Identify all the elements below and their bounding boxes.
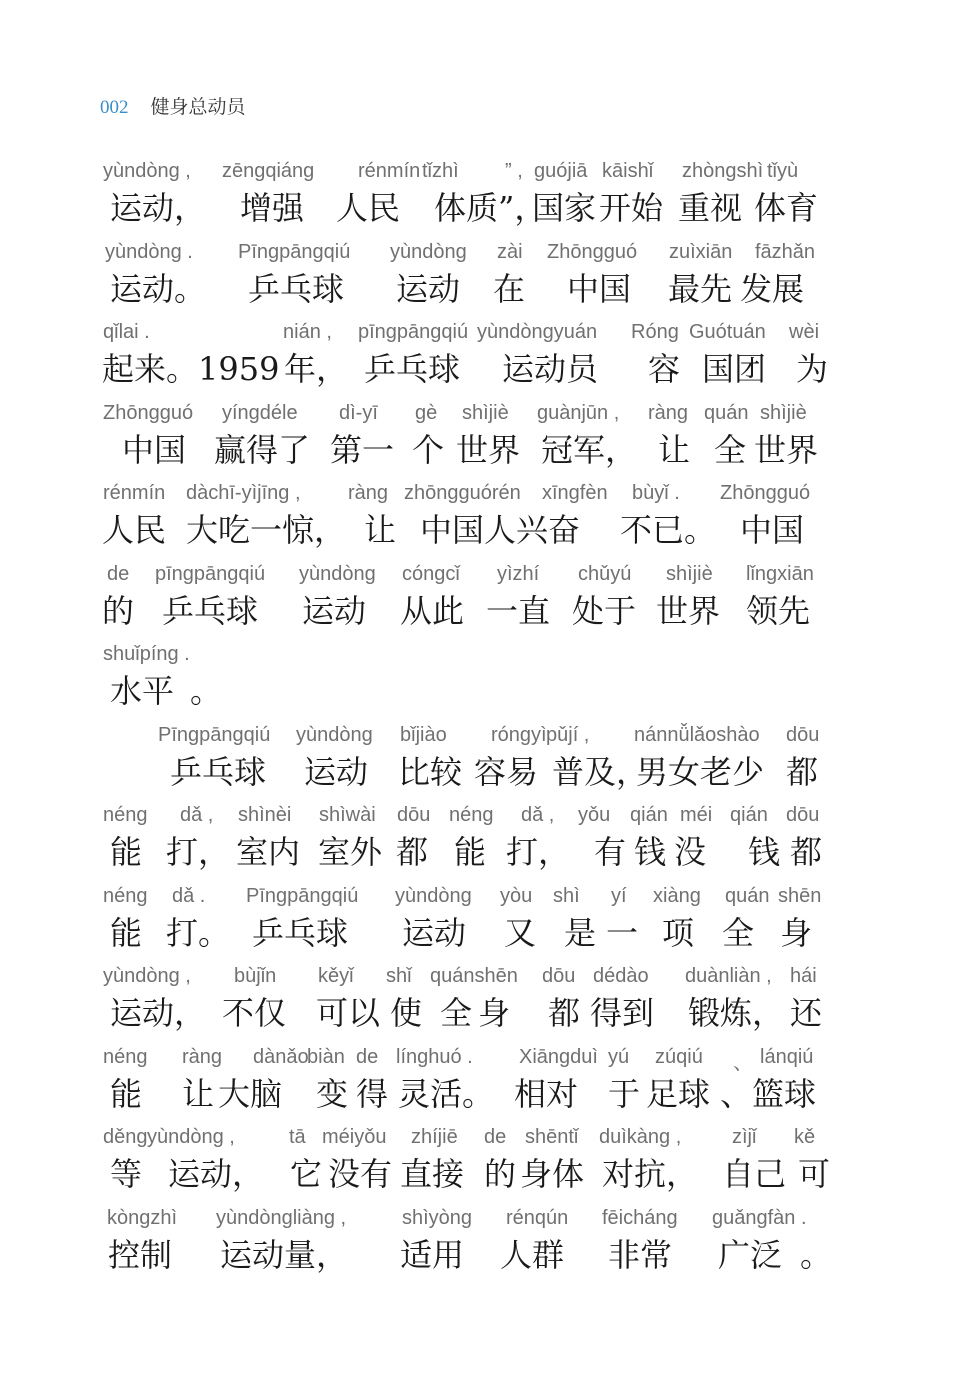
hanzi-token: 运动量，: [220, 1235, 349, 1274]
pinyin-token: Róng: [631, 321, 679, 343]
hanzi-token: 全: [440, 994, 473, 1032]
hanzi-token: 年，: [284, 350, 349, 388]
hanzi-token: 运动员: [502, 350, 599, 388]
pinyin-token: guójiā: [534, 160, 588, 182]
pinyin-token: shìjiè: [666, 562, 713, 585]
hanzi-token: 室内: [236, 833, 301, 871]
pinyin-token: pīngpāngqiú: [155, 562, 266, 585]
pinyin-token: yùndòng .: [105, 240, 193, 263]
pinyin-token: shuǐpíng .: [103, 643, 190, 665]
hanzi-token: 全: [722, 913, 755, 952]
hanzi-token: 控制: [108, 1235, 173, 1274]
hanzi-token: 领先: [746, 591, 811, 630]
pinyin-token: pǔjí ,: [546, 723, 590, 746]
pinyin-token: cóngcǐ: [402, 562, 460, 585]
pinyin-row: [100, 1126, 830, 1150]
pinyin-token: dōu: [397, 804, 431, 826]
pinyin-token: quán: [704, 401, 749, 424]
pinyin-token: shìjiè: [462, 401, 509, 424]
hanzi-token: 从此: [400, 591, 465, 630]
hanzi-token: 开始: [599, 189, 664, 227]
hanzi-token: 有: [594, 833, 627, 871]
hanzi-token: 运动: [396, 269, 461, 308]
hanzi-token: 、篮球: [720, 1074, 817, 1113]
pinyin-row: [100, 804, 830, 828]
pinyin-row: [100, 321, 830, 345]
hanzi-token: 人民: [336, 189, 401, 227]
pinyin-token: quán: [725, 884, 770, 907]
hanzi-token: 项: [662, 913, 695, 952]
pinyin-row: [100, 643, 830, 667]
hanzi-token: 世界: [754, 430, 819, 469]
pinyin-token: biàn: [307, 1045, 345, 1068]
pinyin-token: yíngdéle: [222, 401, 298, 424]
hanzi-row: [100, 1069, 830, 1115]
pinyin-token: hái: [790, 965, 817, 987]
hanzi-token: 是: [564, 913, 597, 952]
hanzi-token: 重视: [678, 189, 743, 227]
hanzi-token: 能: [110, 913, 143, 952]
pinyin-token: yùndòng ,: [103, 965, 191, 987]
pinyin-token: pīngpāngqiú: [358, 321, 469, 343]
pinyin-token: xīngfèn: [542, 482, 608, 504]
hanzi-token: 水平: [110, 672, 175, 710]
hanzi-token: 钱: [634, 833, 667, 871]
pinyin-token: yùndòngyuán: [477, 321, 598, 343]
hanzi-row: [100, 264, 830, 310]
pinyin-token: bùjǐn: [234, 965, 277, 987]
hanzi-token: 第一: [330, 430, 395, 469]
pinyin-row: [100, 241, 830, 265]
hanzi-token: 适用: [400, 1235, 465, 1274]
hanzi-token: 运动: [402, 913, 467, 952]
hanzi-token: 大吃一惊，: [186, 511, 347, 549]
hanzi-token: 身: [780, 913, 813, 952]
hanzi-token: 让: [364, 511, 397, 549]
pinyin-token: gè: [415, 401, 438, 424]
pinyin-token: chǔyú: [578, 562, 632, 585]
pinyin-token: zhíjiē: [411, 1126, 458, 1148]
hanzi-token: 都: [786, 752, 819, 791]
pinyin-row: [100, 724, 830, 748]
pinyin-token: dédào: [593, 965, 649, 987]
pinyin-token: yùndòng: [299, 562, 376, 585]
hanzi-token: 中国: [740, 511, 805, 549]
hanzi-token: 乒乓球: [170, 752, 267, 791]
pinyin-row: [100, 160, 830, 184]
hanzi-token: 让: [658, 430, 691, 469]
pinyin-token: tā: [289, 1126, 306, 1148]
hanzi-token: 运动，: [168, 1155, 265, 1193]
hanzi-token: 一直: [486, 591, 551, 630]
pinyin-row: [100, 1045, 830, 1074]
hanzi-row: [100, 666, 830, 712]
pinyin-token: Xiāngduì: [519, 1045, 598, 1068]
pinyin-token: fēicháng: [602, 1206, 678, 1229]
hanzi-token: 乒乓球: [364, 350, 461, 388]
pinyin-token: shǐ: [386, 965, 412, 987]
hanzi-row: [100, 747, 830, 793]
hanzi-token: 容: [648, 350, 681, 388]
pinyin-token: dì-yī: [339, 401, 378, 424]
pinyin-token: děng: [103, 1126, 148, 1148]
pinyin-token: shìyòng: [402, 1206, 473, 1229]
hanzi-token: 相对: [514, 1074, 579, 1113]
pinyin-token: yùndòng: [296, 723, 373, 746]
hanzi-token: 的: [102, 591, 135, 630]
pinyin-token: shēn: [778, 884, 822, 907]
hanzi-token: 。: [190, 672, 223, 710]
pinyin-token: lánqiú: [760, 1045, 814, 1068]
pinyin-token: Zhōngguó: [103, 401, 194, 424]
hanzi-token: 增强: [240, 189, 305, 227]
hanzi-row: [100, 1230, 833, 1276]
hanzi-token: 为: [796, 350, 829, 388]
hanzi-token: 乒乓球: [162, 591, 259, 630]
pinyin-token: de: [484, 1126, 507, 1148]
hanzi-token: 都: [790, 833, 823, 871]
hanzi-token: 足球: [646, 1074, 711, 1113]
hanzi-token: 的: [484, 1155, 517, 1193]
pinyin-token: kāishǐ: [602, 160, 654, 182]
pinyin-token: ràng: [348, 482, 389, 504]
hanzi-token: 中国: [122, 430, 187, 469]
hanzi-token: 灵活。: [398, 1074, 495, 1113]
pinyin-token: duìkàng ,: [599, 1126, 682, 1148]
hanzi-token: 国团: [702, 350, 767, 388]
pinyin-row: [100, 563, 830, 587]
hanzi-token: 国家: [532, 189, 597, 227]
pinyin-token: 、: [733, 1051, 753, 1074]
hanzi-token: 于: [608, 1074, 641, 1113]
hanzi-token: 又: [504, 913, 537, 952]
pinyin-token: yìzhí: [497, 562, 540, 585]
pinyin-token: Pīngpāngqiú: [238, 240, 351, 263]
pinyin-token: ràng: [648, 401, 689, 424]
pinyin-token: fāzhǎn: [755, 240, 816, 263]
hanzi-token: 比较: [398, 752, 463, 791]
pinyin-token: dǎ ,: [180, 804, 214, 826]
hanzi-token: 可: [798, 1155, 831, 1193]
pinyin-token: tǐzhì: [422, 160, 459, 182]
hanzi-token: 个: [412, 430, 445, 469]
hanzi-token: 大脑: [218, 1074, 283, 1113]
hanzi-token: 全: [714, 430, 747, 469]
pinyin-token: nánnǚlǎoshào: [634, 723, 760, 746]
pinyin-token: yùndòngliàng ,: [216, 1206, 347, 1229]
hanzi-token: 能: [454, 833, 487, 871]
hanzi-token: 不仅: [222, 994, 287, 1032]
hanzi-token: 非常: [608, 1235, 673, 1274]
pinyin-token: yòu: [500, 884, 533, 907]
hanzi-token: 它: [290, 1155, 323, 1193]
pinyin-token: ràng: [182, 1045, 223, 1068]
pinyin-token: dōu: [786, 723, 820, 746]
page-header: [100, 92, 246, 119]
pinyin-token: rénmín: [358, 160, 421, 182]
pinyin-token: qǐlai .: [103, 321, 150, 343]
hanzi-token: 容易: [474, 752, 539, 791]
hanzi-row: [100, 908, 830, 954]
hanzi-token: 普及，: [552, 752, 649, 791]
pinyin-row: [100, 402, 830, 426]
hanzi-row: [100, 827, 830, 873]
hanzi-token: 运动，: [110, 994, 207, 1032]
pinyin-token: línghuó .: [396, 1045, 473, 1068]
book-title: 健身总动员: [150, 96, 246, 118]
hanzi-token: 等: [110, 1155, 143, 1193]
hanzi-token: 中国人: [420, 511, 517, 549]
hanzi-token: 没: [674, 833, 707, 871]
hanzi-row: [100, 1149, 830, 1195]
pinyin-token: yùndòng ,: [147, 1126, 235, 1148]
hanzi-row: [100, 586, 830, 632]
hanzi-token: 男女老少: [636, 752, 765, 791]
hanzi-token: 在: [493, 269, 526, 308]
hanzi-token: 运动。: [110, 269, 207, 308]
hanzi-token: 打，: [166, 833, 231, 871]
pinyin-token: tǐyù: [767, 160, 799, 182]
pinyin-token: quánshēn: [430, 965, 518, 987]
pinyin-row: [100, 1207, 830, 1231]
hanzi-token: 体育: [754, 189, 819, 227]
hanzi-row: [100, 183, 830, 229]
hanzi-token: 起来。1959: [102, 350, 280, 388]
hanzi-token: 发展: [740, 269, 805, 308]
hanzi-token: 运动: [304, 752, 369, 791]
hanzi-token: 锻炼，: [688, 994, 785, 1032]
hanzi-token: 对抗，: [602, 1155, 699, 1193]
hanzi-row: [100, 344, 830, 390]
pinyin-token: dǎ .: [172, 884, 206, 907]
hanzi-token: 让: [182, 1074, 215, 1113]
pinyin-token: dànǎo: [253, 1045, 309, 1068]
pinyin-token: rénqún: [506, 1206, 569, 1229]
hanzi-token: 运动，: [110, 189, 207, 227]
pinyin-token: shìjiè: [760, 401, 807, 424]
hanzi-token: 都: [396, 833, 429, 871]
hanzi-token: 最先: [668, 269, 733, 308]
hanzi-token: 没有: [328, 1155, 393, 1193]
hanzi-token: 都: [548, 994, 581, 1032]
hanzi-token: 中国: [567, 269, 632, 308]
hanzi-token: 兴奋: [516, 511, 581, 549]
pinyin-token: guànjūn ,: [537, 401, 620, 424]
hanzi-token: 使: [390, 994, 423, 1032]
hanzi-token: 能: [110, 833, 143, 871]
pinyin-token: zúqiú: [655, 1045, 703, 1068]
pinyin-token: de: [107, 562, 130, 585]
pinyin-token: qián: [630, 804, 668, 826]
hanzi-token: 不已。: [620, 511, 717, 549]
pinyin-token: wèi: [789, 321, 820, 343]
hanzi-token: 赢得了: [214, 430, 311, 469]
pinyin-token: ” ,: [505, 160, 523, 182]
pinyin-token: yùndòng: [390, 240, 467, 263]
hanzi-token: 处于: [572, 591, 637, 630]
hanzi-token: 室外: [318, 833, 383, 871]
hanzi-token: 世界: [656, 591, 721, 630]
pinyin-token: néng: [103, 1045, 148, 1068]
hanzi-token: 变: [316, 1074, 349, 1113]
hanzi-token: 冠军，: [541, 430, 638, 469]
hanzi-token: 自己: [722, 1155, 787, 1193]
hanzi-token: 。: [800, 1235, 833, 1274]
pinyin-token: néng: [449, 804, 494, 826]
pinyin-token: zìjǐ: [732, 1126, 757, 1148]
pinyin-token: yí: [611, 884, 627, 907]
pinyin-token: guǎngfàn .: [712, 1206, 807, 1229]
pinyin-token: dōu: [542, 965, 576, 987]
pinyin-token: néng: [103, 804, 148, 826]
hanzi-token: 人民: [102, 511, 167, 549]
pinyin-token: duànliàn ,: [685, 965, 772, 987]
hanzi-token: 一: [606, 913, 639, 952]
pinyin-token: de: [356, 1045, 379, 1068]
hanzi-token: 乒乓球: [248, 269, 345, 308]
pinyin-token: yùndòng: [395, 884, 472, 907]
pinyin-token: róngyì: [491, 723, 547, 746]
pinyin-token: Zhōngguó: [720, 482, 811, 504]
pinyin-token: néng: [103, 884, 148, 907]
hanzi-token: 运动: [302, 591, 367, 630]
hanzi-token: 打，: [506, 833, 571, 871]
pinyin-token: yùndòng ,: [103, 160, 191, 182]
pinyin-token: shìnèi: [238, 804, 292, 826]
hanzi-token: 打。: [166, 913, 231, 952]
pinyin-token: bǐjiào: [400, 723, 447, 746]
pinyin-token: lǐngxiān: [746, 562, 814, 585]
pinyin-token: zēngqiáng: [222, 160, 315, 182]
pinyin-token: yǒu: [578, 804, 611, 826]
hanzi-token: 人群: [500, 1235, 565, 1274]
hanzi-token: 身体: [520, 1155, 585, 1193]
pinyin-token: dàchī-yìjīng ,: [186, 482, 301, 504]
pinyin-token: Pīngpāngqiú: [246, 884, 359, 907]
hanzi-token: 世界: [456, 430, 521, 469]
pinyin-token: zài: [497, 240, 523, 263]
hanzi-token: 得: [356, 1074, 389, 1113]
page-number: 002: [100, 97, 129, 118]
pinyin-token: kěyǐ: [318, 965, 354, 987]
pinyin-token: méi: [680, 804, 713, 826]
pinyin-token: rénmín: [103, 482, 166, 504]
pinyin-token: dǎ ,: [521, 804, 555, 826]
pinyin-row: [100, 965, 830, 989]
pinyin-token: kě: [794, 1126, 816, 1148]
hanzi-token: 乒乓球: [252, 913, 349, 952]
pinyin-token: Guótuán: [689, 321, 766, 343]
hanzi-row: [100, 988, 830, 1034]
pinyin-token: nián ,: [283, 321, 332, 343]
pinyin-token: qián: [730, 804, 768, 826]
hanzi-token: 还: [790, 994, 823, 1032]
hanzi-row: [100, 425, 830, 471]
hanzi-token: 身: [478, 994, 511, 1032]
hanzi-row: [100, 505, 830, 551]
pinyin-token: kòngzhì: [107, 1206, 178, 1229]
pinyin-token: méiyǒu: [322, 1126, 387, 1148]
hanzi-token: 体质”，: [434, 189, 547, 227]
pinyin-row: [100, 885, 830, 909]
pinyin-token: shì: [553, 884, 580, 907]
pinyin-token: Zhōngguó: [547, 240, 638, 263]
hanzi-token: 能: [110, 1074, 143, 1113]
pinyin-token: yú: [608, 1045, 630, 1068]
hanzi-token: 直接: [400, 1155, 465, 1193]
hanzi-token: 得到: [590, 994, 655, 1032]
pinyin-token: shēntǐ: [525, 1126, 579, 1148]
pinyin-token: xiàng: [653, 884, 701, 907]
hanzi-token: 可以: [316, 994, 381, 1032]
pinyin-row: [100, 482, 830, 506]
hanzi-token: 钱: [748, 833, 781, 871]
pinyin-token: shìwài: [319, 804, 376, 826]
pinyin-token: zhòngshì: [682, 160, 764, 182]
pinyin-token: bùyǐ .: [632, 482, 680, 504]
pinyin-token: zhōngguórén: [404, 482, 521, 504]
pinyin-token: zuìxiān: [669, 240, 733, 263]
pinyin-token: dōu: [786, 804, 820, 826]
hanzi-token: 广泛: [718, 1235, 783, 1274]
pinyin-token: Pīngpāngqiú: [158, 723, 271, 746]
